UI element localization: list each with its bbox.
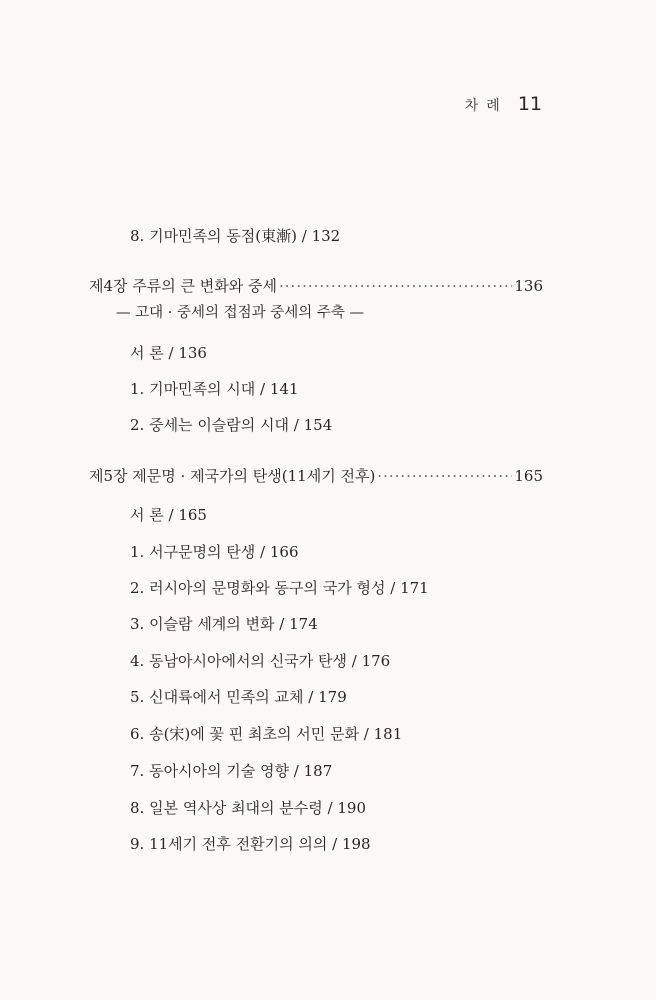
chapter-subtitle: — 고대 · 중세의 접점과 중세의 주축 — — [116, 305, 364, 321]
leader-dots — [377, 466, 512, 486]
toc-item: 1. 기마민족의 시대 / 141 — [130, 380, 299, 398]
toc-item: 8. 일본 역사상 최대의 분수령 / 190 — [130, 799, 366, 817]
toc-item: 2. 중세는 이슬람의 시대 / 154 — [130, 416, 333, 434]
toc-item: 1. 서구문명의 탄생 / 166 — [130, 543, 299, 561]
chapter-title: 제5장 제문명 · 제국가의 탄생(11세기 전후) — [89, 467, 376, 485]
toc-chapter — [89, 466, 543, 486]
chapter-page: 136 — [514, 277, 543, 295]
toc-item: 서 론 / 136 — [130, 344, 207, 362]
toc-item: 6. 송(宋)에 꽃 핀 최초의 서민 문화 / 181 — [130, 725, 403, 743]
running-header — [465, 93, 542, 115]
toc-item: 7. 동아시아의 기술 영향 / 187 — [130, 762, 333, 780]
chapter-title: 제4장 주류의 큰 변화와 중세 — [89, 277, 278, 295]
chapter-page: 165 — [514, 467, 543, 485]
toc-item: 3. 이슬람 세계의 변화 / 174 — [130, 615, 318, 633]
toc-item: 9. 11세기 전후 전환기의 의의 / 198 — [130, 835, 371, 853]
header-title: 차례 — [464, 98, 508, 114]
toc-item: 4. 동남아시아에서의 신국가 탄생 / 176 — [130, 652, 391, 670]
toc-chapter — [89, 276, 543, 296]
toc-item: 5. 신대륙에서 민족의 교체 / 179 — [130, 688, 347, 706]
toc-item: 2. 러시아의 문명화와 동구의 국가 형성 / 171 — [130, 579, 429, 597]
toc-item: 서 론 / 165 — [130, 506, 207, 524]
header-page-number: 11 — [517, 93, 542, 115]
toc-item: 8. 기마민족의 동점(東漸) / 132 — [130, 227, 341, 245]
leader-dots — [279, 276, 512, 296]
